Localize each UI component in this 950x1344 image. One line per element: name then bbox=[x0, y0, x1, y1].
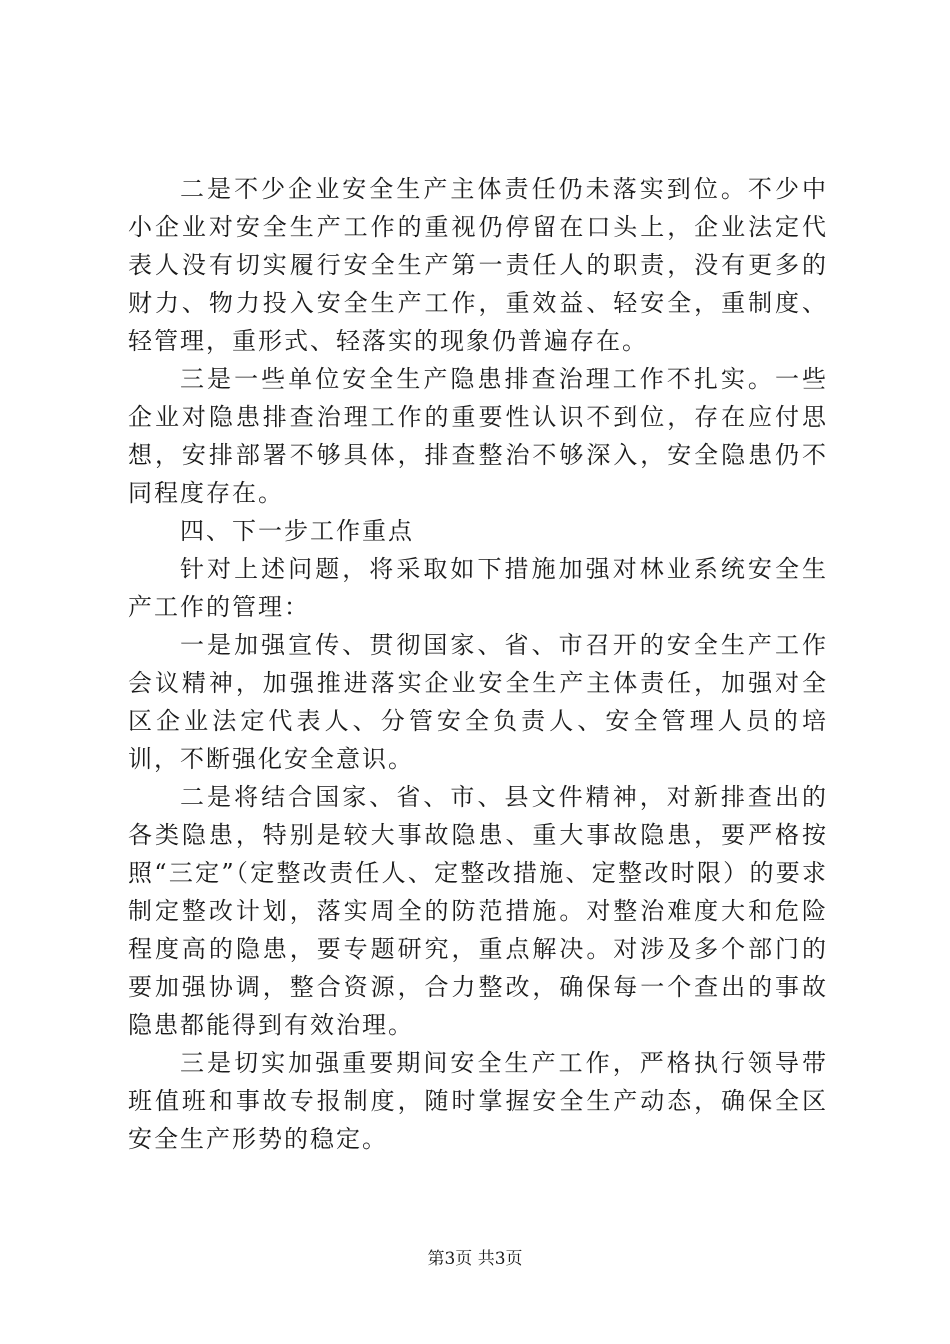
paragraph-intro-measures: 针对上述问题，将采取如下措施加强对林业系统安全生产工作的管理： bbox=[128, 555, 828, 621]
document-body bbox=[128, 170, 828, 1158]
paragraph-measure-one: 一是加强宣传、贯彻国家、省、市召开的安全生产工作会议精神，加强推进落实企业安全生产主体责任，加强对全区企业法定代表人、分管安全负责人、安全管理人员的培训，不断强化安全意识。 bbox=[128, 631, 828, 773]
paragraph-measure-three: 三是切实加强重要期间安全生产工作，严格执行领导带班值班和事故专报制度，随时掌握安全生产动态，确保全区安全生产形势的稳定。 bbox=[128, 1049, 828, 1153]
paragraph-problem-three: 三是一些单位安全生产隐患排查治理工作不扎实。一些企业对隐患排查治理工作的重要性认识不到位，存在应付思想，安排部署不够具体，排查整治不够深入，安全隐患仍不同程度存在。 bbox=[128, 365, 828, 507]
section-heading-next-steps: 四、下一步工作重点 bbox=[180, 517, 414, 545]
page-number-footer: 第3页 共3页 bbox=[427, 1249, 523, 1269]
paragraph-measure-two: 二是将结合国家、省、市、县文件精神，对新排查出的各类隐患，特别是较大事故隐患、重大事故隐患，要严格按照“三定”（定整改责任人、定整改措施、定整改时限）的要求制定整改计划，落实周全的防范措施。对整治难度大和危险程度高的隐患，要专题研究，重点解决。对涉及多个部门的要加强协调，整合资源，合力整改，确保每一个查出的事故隐患都能得到有效治理。 bbox=[128, 783, 828, 1039]
paragraph-problem-two: 二是不少企业安全生产主体责任仍未落实到位。不少中小企业对安全生产工作的重视仍停留在口头上，企业法定代表人没有切实履行安全生产第一责任人的职责，没有更多的财力、物力投入安全生产工作，重效益、轻安全，重制度、轻管理，重形式、轻落实的现象仍普遍存在。 bbox=[128, 175, 828, 355]
